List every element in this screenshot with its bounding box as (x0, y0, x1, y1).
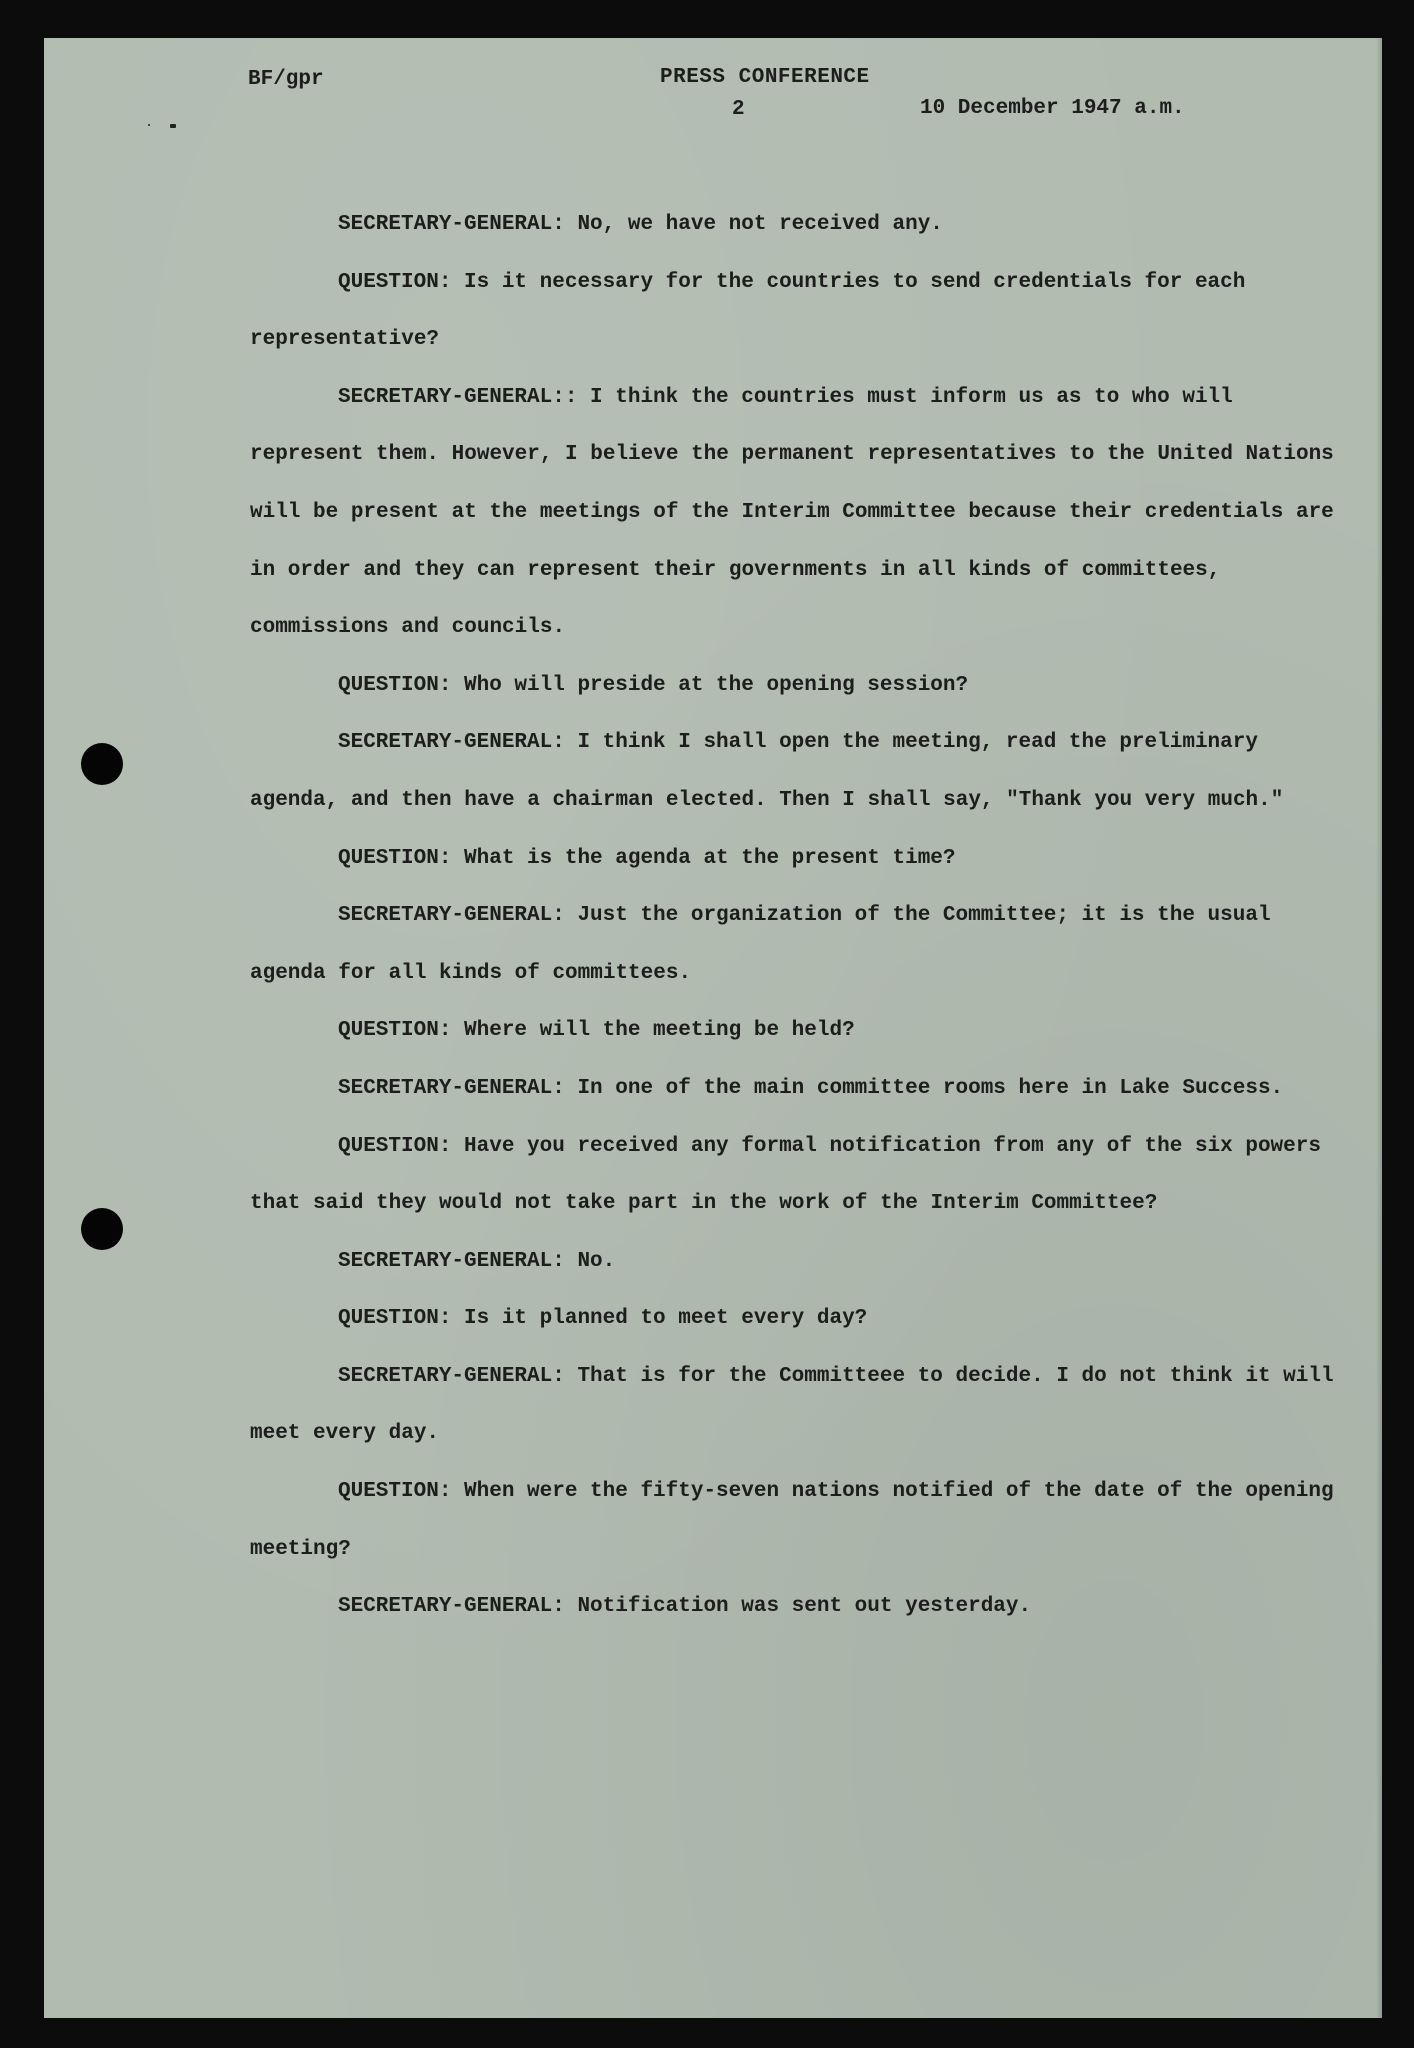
ink-speck (170, 124, 176, 128)
transcript-paragraph: QUESTION: Who will preside at the opening session? (338, 673, 969, 697)
transcript-paragraph: SECRETARY-GENERAL: In one of the main committee rooms here in Lake Success. (338, 1076, 1284, 1100)
page-number: 2 (732, 98, 745, 121)
transcript-paragraph: SECRETARY-GENERAL: No. (338, 1249, 616, 1273)
transcript-paragraph: SECRETARY-GENERAL: I think I shall open the meeting, read the preliminary agenda, and then have a chairman elected. Then I shall say, "Thank you very much." (250, 731, 1284, 812)
transcript-paragraph: QUESTION: Have you received any formal notification from any of the six powers that said they would not take part in the work of the Interim Committee? (250, 1134, 1321, 1216)
ink-speck (148, 124, 150, 126)
transcript-body (250, 196, 1340, 1636)
document-date: 10 December 1947 a.m. (920, 97, 1185, 120)
transcript-paragraph: SECRETARY-GENERAL: No, we have not received any. (338, 213, 943, 236)
transcript-paragraph: QUESTION: Is it planned to meet every day? (338, 1307, 868, 1331)
transcript-paragraph: SECRETARY-GENERAL: Just the organization of the Committee; it is the usual agenda for all kinds of committees. (250, 904, 1271, 985)
transcript-paragraph: SECRETARY-GENERAL: That is for the Committeee to decide. I do not think it will meet every day. (250, 1364, 1334, 1446)
transcript-paragraph: QUESTION: Is it necessary for the countries to send credentials for each representative? (250, 270, 1246, 352)
document-page (44, 38, 1382, 2018)
transcript-paragraph: SECRETARY-GENERAL: Notification was sent out yesterday. (338, 1595, 1032, 1619)
transcript-paragraph: QUESTION: When were the fifty-seven nations notified of the date of the opening meeting? (250, 1480, 1334, 1561)
document-title: PRESS CONFERENCE (660, 66, 870, 89)
punch-hole (81, 743, 123, 785)
typist-initials: BF/gpr (248, 68, 324, 91)
transcript-paragraph: SECRETARY-GENERAL:: I think the countries must inform us as to who will represent them. However, I believe the permanent representatives to the United Nations will be present at the meetings of the Interim Committee because their credentials are in order and they can represent their governments in all kinds of committees, commissions and councils. (250, 385, 1334, 640)
page-edge-shadow (1376, 38, 1382, 2018)
punch-hole (81, 1208, 123, 1250)
transcript-paragraph: QUESTION: What is the agenda at the present time? (338, 846, 956, 870)
transcript-paragraph: QUESTION: Where will the meeting be held? (338, 1019, 855, 1043)
